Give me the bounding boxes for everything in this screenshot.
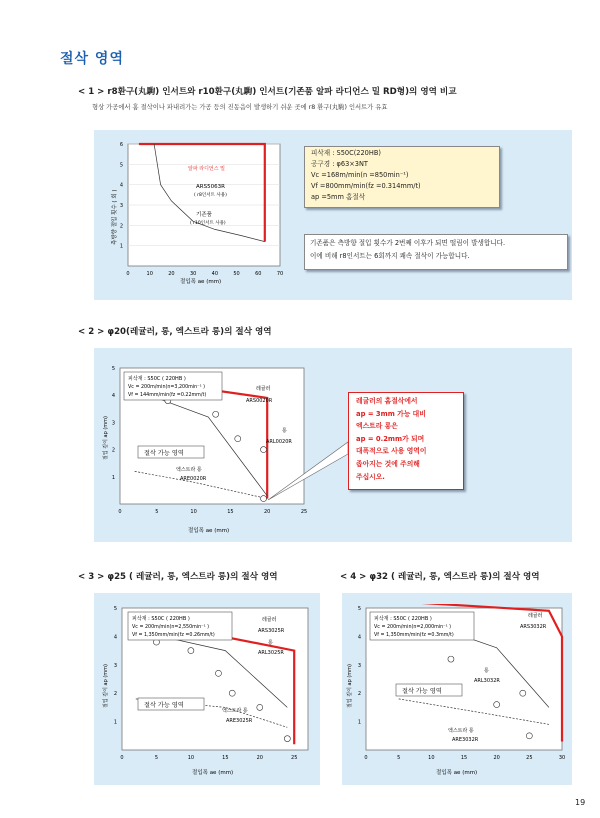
- chart3-cond: Vc = 200m/min(n=2,550min⁻¹ ): [132, 625, 210, 630]
- y-tick-label: 4: [357, 634, 361, 641]
- chart1: [110, 140, 290, 290]
- y-tick-label: 6: [119, 142, 123, 148]
- data-point: [215, 670, 221, 676]
- x-tick-label: 60: [255, 271, 262, 277]
- x-tick-label: 0: [120, 755, 124, 761]
- data-point: [213, 411, 219, 417]
- chart2-xlabel: 절입폭 ae (mm): [188, 528, 230, 534]
- chart4: [344, 604, 568, 782]
- data-point: [257, 704, 263, 710]
- x-tick-label: 70: [276, 271, 284, 277]
- chart4-regular-model: ARS3032R: [520, 624, 547, 630]
- y-tick-label: 5: [111, 366, 115, 372]
- x-tick-label: 20: [168, 271, 175, 277]
- x-tick-label: 30: [189, 271, 197, 277]
- x-tick-label: 10: [146, 271, 153, 277]
- chart2-regular-model: ARS0020R: [246, 398, 273, 404]
- x-tick-label: 10: [187, 755, 195, 761]
- x-tick-label: 0: [126, 271, 130, 277]
- chart2-extra-label: 엑스트라 롱: [176, 467, 202, 473]
- chart4-extra-model: ARE3032R: [452, 737, 479, 743]
- chart1-ars-model: ARS5063R: [196, 184, 225, 190]
- chart3-extra-model: ARE3025R: [226, 718, 253, 724]
- chart2-regular-label: 레귤러: [256, 386, 271, 392]
- x-tick-label: 10: [190, 509, 197, 515]
- page-title: 절삭 영역: [60, 51, 124, 67]
- cond1-line: 피삭재 : S50C(220HB): [311, 149, 381, 157]
- chart3-regular-model: ARS3025R: [258, 628, 285, 634]
- y-tick-label: 5: [113, 606, 117, 612]
- chart1-old-label: 기존품: [196, 212, 212, 218]
- x-tick-label: 25: [526, 755, 533, 761]
- y-tick-label: 3: [119, 203, 123, 209]
- x-tick-label: 25: [291, 755, 298, 761]
- chart3-extra-label: 엑스트라 롱: [222, 708, 248, 714]
- section1-conditions-box: [304, 146, 500, 208]
- x-tick-label: 25: [300, 509, 308, 515]
- chart2-cond: 피삭재 : S50C ( 220HB ): [128, 376, 186, 382]
- chart3-regular-label: 레귤러: [262, 617, 277, 623]
- chart3-ylabel: 절입 깊이 ap (mm): [103, 664, 109, 708]
- x-tick-label: 15: [460, 755, 468, 761]
- chart3-cond: 피삭재 : S50C ( 220HB ): [132, 616, 190, 622]
- data-point: [448, 656, 454, 662]
- y-tick-label: 1: [113, 719, 117, 726]
- x-tick-label: 30: [558, 755, 566, 761]
- y-tick-label: 1: [119, 243, 123, 250]
- chart4-cond: Vc = 200m/min(n=2,000min⁻¹ ): [374, 625, 452, 630]
- chart3-cond: Vf = 1,350mm/min(fz =0.26mm/t): [132, 633, 215, 638]
- result1-line: 기존품은 측방향 절입 횟수가 2번째 이후가 되면 떨림이 발생합니다.: [310, 239, 506, 247]
- result1-line: 이에 비해 r8인서트는 6회까지 쾌속 절삭이 가능합니다.: [310, 252, 470, 260]
- x-tick-label: 5: [154, 755, 159, 761]
- chart3-xlabel: 절입폭 ae (mm): [192, 770, 234, 776]
- callout-line: 대폭적으로 사용 영역이: [356, 447, 427, 456]
- x-tick-label: 50: [233, 271, 240, 277]
- chart3: [98, 604, 318, 782]
- y-tick-label: 2: [113, 691, 117, 698]
- data-point: [520, 690, 526, 696]
- chart3-area-label: 절삭 가능 영역: [144, 702, 184, 709]
- y-tick-label: 2: [119, 223, 123, 230]
- cond1-line: Vc =168m/min(n =850min⁻¹): [311, 171, 409, 179]
- chart3-long-label: 롱: [268, 640, 273, 646]
- chart2-long-model: ARL0020R: [266, 439, 292, 445]
- y-tick-label: 4: [111, 393, 115, 400]
- chart3-long-model: ARL3025R: [258, 650, 284, 656]
- data-point: [235, 436, 241, 442]
- y-tick-label: 2: [357, 691, 361, 698]
- chart4-cond: Vf = 1,350mm/min(fz =0.3mm/t): [374, 633, 454, 638]
- x-tick-label: 20: [256, 755, 263, 761]
- callout-line: 엑스트라 롱은: [356, 422, 398, 431]
- x-tick-label: 0: [364, 755, 368, 761]
- x-tick-label: 0: [118, 509, 122, 515]
- chart1-ylabel: 측방향 절입 횟수 ( 회 ): [112, 189, 118, 245]
- chart2-ylabel: 절입 깊이 ap (mm): [103, 416, 109, 460]
- chart4-cond: 피삭재 : S50C ( 220HB ): [374, 616, 432, 622]
- section3-heading: < 3 > φ25 ( 레귤러, 롱, 엑스트라 롱)의 절삭 영역: [78, 572, 278, 582]
- section1-heading: < 1 > r8환구(丸駒) 인서트와 r10환구(丸駒) 인서트(기존품 알파 라디언스 밀 RD형)의 영역 비교: [78, 87, 457, 97]
- section2-heading: < 2 > φ20(레귤러, 롱, 엑스트라 롱)의 절삭 영역: [78, 327, 272, 337]
- y-tick-label: 3: [111, 420, 115, 427]
- x-tick-label: 5: [397, 755, 401, 761]
- chart4-area-label: 절삭 가능 영역: [402, 688, 442, 695]
- chart1-container: [110, 140, 290, 290]
- y-tick-label: 3: [357, 662, 361, 669]
- y-tick-label: 5: [119, 162, 123, 169]
- chart1-xlabel: 절입폭 ae (mm): [180, 279, 222, 285]
- cond1-line: Vf =800mm/min(fz =0.314mm/t): [311, 182, 421, 190]
- callout-line: 레귤러의 홈절삭에서: [356, 397, 418, 405]
- callout-pointer: [260, 440, 350, 504]
- chart3-container: [98, 604, 318, 782]
- chart4-long-model: ARL3032R: [474, 678, 500, 684]
- y-tick-label: 4: [119, 182, 123, 189]
- callout-line: 좁아지는 것에 주의해: [356, 459, 420, 468]
- chart4-extra-label: 엑스트라 롱: [448, 728, 474, 734]
- chart2-extra-model: ARE0020R: [180, 476, 207, 482]
- x-tick-label: 10: [428, 755, 435, 761]
- section1-note: 형상 가공에서 홈 절삭이나 파내려가는 가공 등의 진동음이 발생하기 쉬운 곳에 r8 환구(丸駒) 인서트가 유효: [92, 104, 388, 111]
- y-tick-label: 4: [113, 634, 117, 641]
- y-tick-label: 5: [357, 606, 361, 612]
- callout-line: ap = 0.2mm가 되며: [356, 434, 425, 443]
- chart4-long-label: 롱: [484, 668, 489, 674]
- section4-heading: < 4 > φ32 ( 레귤러, 롱, 엑스트라 롱)의 절삭 영역: [340, 572, 540, 582]
- chart4-container: [344, 604, 568, 782]
- x-tick-label: 15: [227, 509, 234, 515]
- chart2-cond: Vc = 200m/min(n=3,200min⁻¹ ): [128, 385, 206, 390]
- data-point: [229, 690, 235, 696]
- data-point: [526, 733, 532, 739]
- chart4-ylabel: 절입 깊이 ap (mm): [347, 664, 353, 708]
- chart2-cond: Vf = 144mm/min(fz =0.22mm/t): [128, 393, 207, 398]
- chart1-old-note: ( r10인서트 사용): [190, 221, 226, 226]
- chart2-area-label: 절삭 가능 영역: [144, 450, 184, 457]
- chart4-regular-label: 레귤러: [528, 613, 543, 619]
- section2-callout-box: [348, 392, 464, 490]
- chart2-long-label: 롱: [282, 428, 287, 434]
- y-tick-label: 1: [111, 474, 115, 481]
- y-tick-label: 3: [113, 662, 117, 669]
- chart4-xlabel: 절입폭 ae (mm): [436, 770, 478, 776]
- callout-line: 주십시오.: [356, 472, 385, 481]
- chart1-ars-note: ( r8인서트 사용): [194, 193, 227, 198]
- chart1-ars-label: 알파 라디언스 밀: [188, 166, 225, 172]
- data-point: [188, 648, 194, 654]
- x-tick-label: 40: [211, 271, 219, 277]
- page-number: 19: [575, 798, 586, 807]
- data-point: [494, 702, 500, 708]
- callout-line: ap = 3mm 가능 대비: [356, 409, 426, 418]
- y-tick-label: 2: [111, 447, 115, 454]
- y-tick-label: 1: [357, 719, 361, 726]
- x-tick-label: 20: [493, 755, 500, 761]
- x-tick-label: 5: [155, 509, 159, 515]
- section1-result-box: [304, 234, 568, 270]
- cond1-line: ap =5mm 홈절삭: [311, 193, 366, 201]
- x-tick-label: 20: [264, 509, 271, 515]
- x-tick-label: 15: [222, 755, 229, 761]
- data-point: [284, 736, 290, 742]
- cond1-line: 공구경 : φ63×3NT: [311, 160, 368, 168]
